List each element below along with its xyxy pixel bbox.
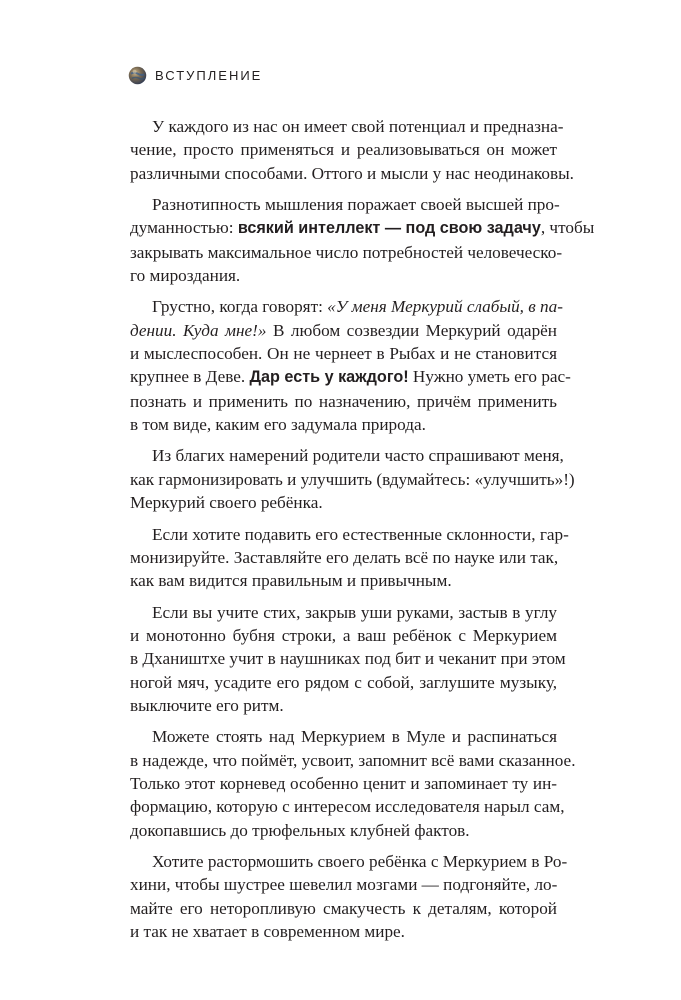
text-line: выключите его ритм. [130,695,284,715]
text-line: монизируйте. Заставляйте его делать всё по науке или так, [130,547,559,567]
text-line: Если хотите подавить его естественные склонности, гар- [152,524,569,544]
text-fragment: В любом созвездии Меркурий одарён [266,320,557,340]
paragraph [130,115,574,185]
text-line: Если вы учите стих, закрыв уши руками, застыв в углу [152,602,557,622]
italic-quote: дении. Куда мне!» [130,320,267,340]
text-line: Только этот корневед особенно ценит и запоминает ту ин- [130,773,557,793]
text-line: Хотите растормошить своего ребёнка с Меркурием в Ро- [152,851,568,871]
text-line: У каждого из нас он имеет свой потенциал и предназна- [152,117,564,136]
text-line: Можете стоять над Меркурием в Муле и распинаться [152,727,557,747]
text-line [130,295,563,318]
text-line: и мыслеспособен. Он не чернеет в Рыбах и не становится [130,344,557,364]
text-line: как вам видится правильным и привычным. [130,571,452,591]
text-line: ногой мяч, усадите его рядом с собой, заглушите музыку, [130,672,557,692]
text-line [130,216,595,240]
text-fragment: , чтобы [540,218,595,238]
paragraph [130,295,571,436]
paragraph [130,444,575,514]
paragraph [130,725,576,842]
text-line: и монотонно бубня строки, а ваш ребёнок с Меркурием [130,625,557,645]
text-line: хини, чтобы шустрее шевелил мозгами — подгоняйте, ло- [130,875,558,895]
text-line: Меркурий своего ребёнка. [130,493,323,513]
bold-phrase: Дар есть у каждого! [249,368,409,387]
text-line: докопавшись до трюфельных клубней фактов. [130,820,470,840]
text-fragment: крупнее в Деве. [130,367,250,387]
text-line: Разнотипность мышления поражает своей высшей про- [152,195,560,215]
text-line: различными способами. Оттого и мысли у нас неодинаковы. [130,163,574,183]
text-fragment: Грустно, когда говорят: [152,297,328,317]
paragraph [130,601,566,718]
page-header [128,66,262,85]
text-line: в надежде, что поймёт, усвоит, запомнит всё вами сказанное. [130,750,576,770]
paragraph [130,193,595,287]
text-line [130,365,571,389]
paragraph [130,523,569,593]
text-line: майте его неторопливую смакучесть к деталям, которой [130,898,557,918]
text-line: как гармонизировать и улучшить (вдумайтесь: «улучшить»!) [130,469,575,489]
text-line: познать и применить по назначению, причём применить [130,391,557,411]
text-line: го мироздания. [130,266,241,286]
text-line [130,319,557,342]
italic-quote: «У меня Меркурий слабый, в па- [327,297,563,317]
bold-phrase: всякий интеллект — под свою задачу [237,219,541,238]
text-fragment: думанностью: [130,218,238,238]
body-text [130,115,595,951]
text-line: в том виде, каким его задумала природа. [130,415,426,435]
text-line: чение, просто применяться и реализовываться он может [130,140,557,160]
planet-icon [128,66,147,85]
text-line: в Дхаништхе учит в наушниках под бит и чеканит при этом [130,649,566,669]
section-title: ВСТУПЛЕНИЕ [155,68,263,83]
text-fragment: Нужно уметь его рас- [408,367,571,387]
text-line: и так не хватает в современном мире. [130,922,405,941]
text-line: закрывать максимальное число потребностей человеческо- [130,242,563,262]
paragraph [130,850,568,943]
text-line: формацию, которую с интересом исследователя нарыл сам, [130,797,565,817]
text-line: Из благих намерений родители часто спрашивают меня, [152,446,564,466]
